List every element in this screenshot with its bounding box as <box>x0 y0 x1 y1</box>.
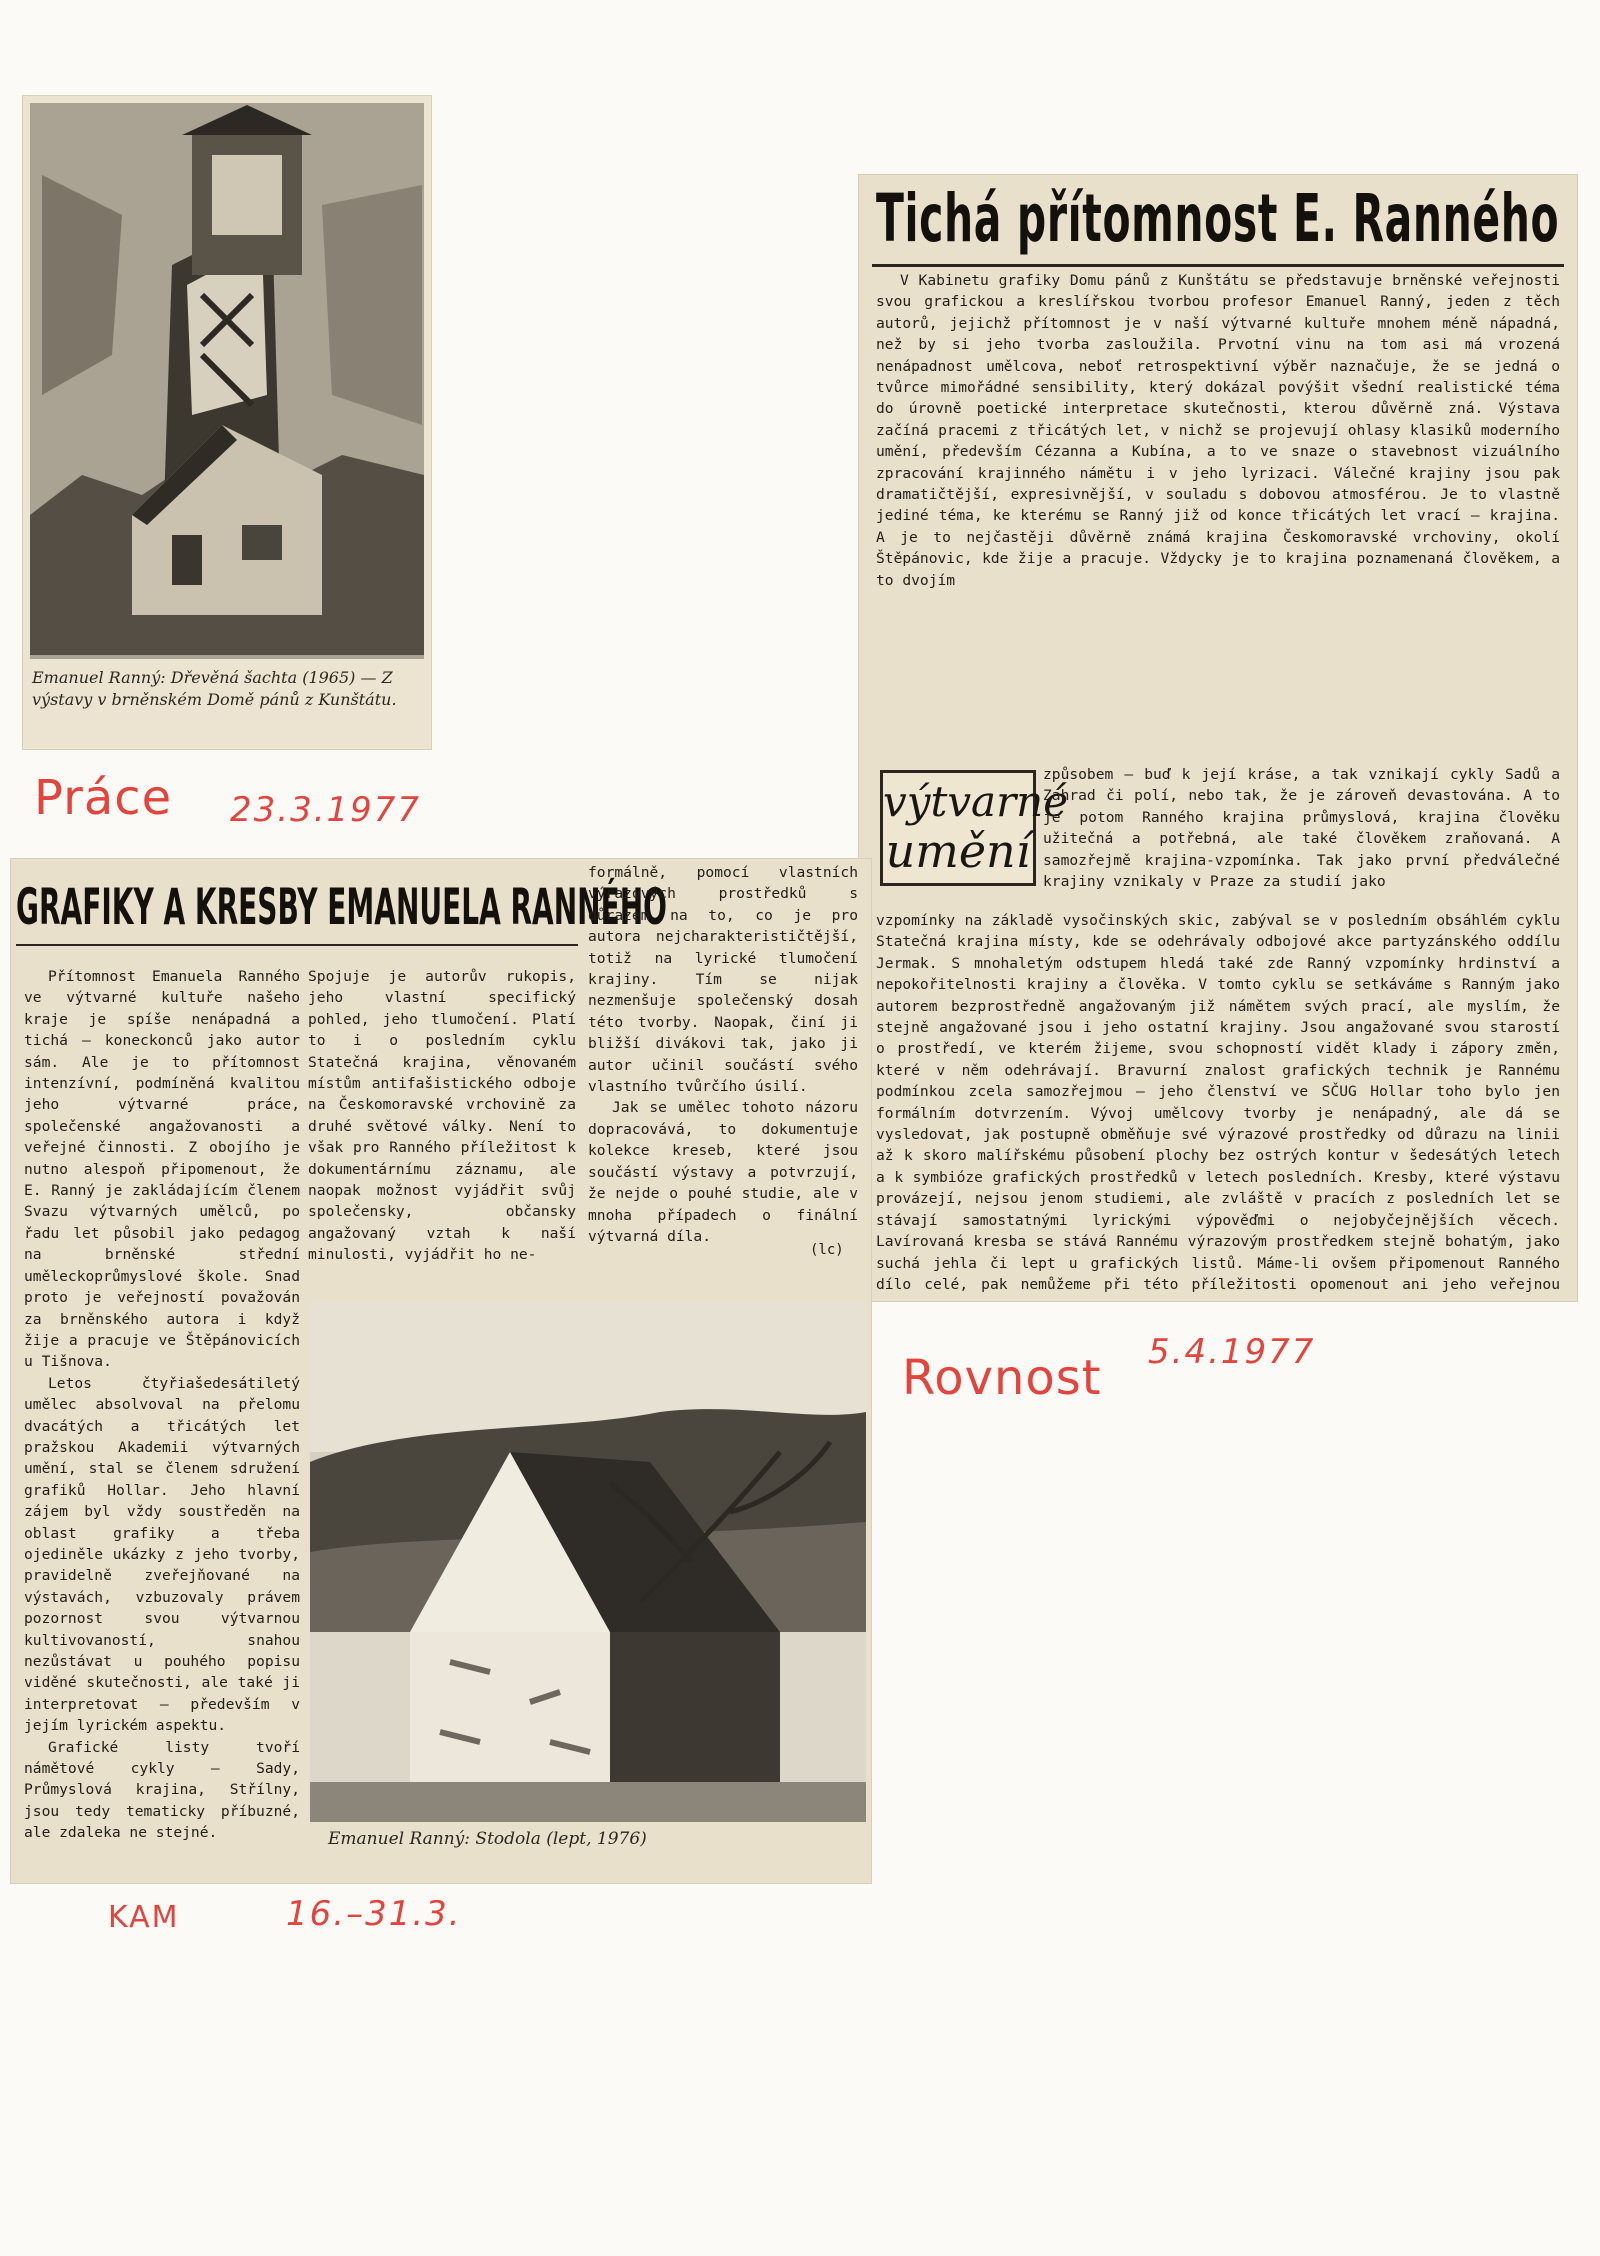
etching-barn <box>310 1302 866 1822</box>
column-1-paragraph-1: Přítomnost Emanuela Ranného ve výtvarné kultuře našeho kraje je spíše nenápadná a tichá — koneckonců jako autor sám. Ale je to přítomnost intenzívní, podmíněná kvalitou jeho výtvarné práce, společenské angažovanosti a veřejné činnosti. Z obojího je nutno alespoň připomenout, že E. Ranný je zakládajícím členem Svazu výtvarných umělců, po řadu let působil jako pedagog na brněnské střední uměleckoprůmyslové škole. Snad proto je veřejností považován za brněnského autora i když žije a pracuje ve Štěpánovicích u Tišnova. <box>24 968 300 1371</box>
badge-line2: umění <box>885 824 1031 878</box>
signature: (lc) <box>810 1242 844 1258</box>
handwritten-date-kam: 16.–31.3. <box>286 1894 462 1934</box>
source-stamp-prace: Práce <box>34 770 173 826</box>
title-rule <box>872 264 1564 267</box>
column-3-paragraph-1: formálně, pomocí vlastních výrazových prostředků s důrazem na to, co je pro autora nejcharakterističtější, totiž na lyrické tlumočení krajiny. Tím se nijak nezmenšuje společenský dosah této tvorby. Naopak, činí ji bližší divákovi tak, jako ji autor učinil součástí svého vlastního tvůrčího úsilí. <box>588 864 858 1096</box>
article-column-3 <box>588 862 858 1266</box>
image-caption: Emanuel Ranný: Dřevěná šachta (1965) — Z výstavy v brněnském Domě pánů z Kunštátu. <box>32 668 397 709</box>
article-column-2 <box>308 966 576 1266</box>
column-1-paragraph-2: Letos čtyřiašedesátiletý umělec absolvoval na přelomu dvacátých a třicátých let pražskou Akademii výtvarných umění, stal se členem sdružení grafiků Hollar. Jeho hlavní zájem byl vždy soustředěn na oblast grafiky a třeba ojediněle ukázky z jeho tvorby, pravidelně zveřejňované na výstavách, vzbuzovaly právem pozornost svou výtvarnou kultivovaností, snahou nezůstávat u pouhého popisu viděné skutečnosti, ale také ji interpretovat — především v jejím lyrickém aspektu. <box>24 1374 300 1735</box>
badge-line1: výtvarné <box>883 777 1069 826</box>
clipping-ticha-pritomnost <box>858 174 1578 1302</box>
source-stamp-rovnost: Rovnost <box>902 1350 1102 1406</box>
clipping-grafiky-a-kresby <box>10 858 872 1884</box>
column-2-paragraph-1: Spojuje je autorův rukopis, jeho vlastní specifický pohled, jeho tlumočení. Platí to i o posledním cyklu Statečná krajina, věnovaném místům antifašistického odboje na Českomoravské vrchovině za druhé světové války. Není to však pro Ranného příležitost k dokumentárnímu záznamu, ale naopak možnost vyjádřit svůj společensky, občansky angažovaný vztah k naší minulosti, vyjádřit ho ne- <box>308 968 576 1264</box>
column-1-paragraph-3: Grafické listy tvoří námětové cykly — Sady, Průmyslová krajina, Střílny, jsou tedy tematicky příbuzné, ale zdaleka ne stejné. <box>24 1738 300 1842</box>
article-body-bottom: vzpomínky na základě vysočinských skic, zabýval se v posledním obsáhlém cyklu Statečná krajina místy, kde se odehrávaly odbojové akce partyzánského oddílu Jermak. S mnohaletým odstupem hledá také zde Ranný vzpomínky hrdinství a nepokořitelnosti krajiny a člověka. V tomto cyklu se setkáváme s Ranným jako autorem bezprostředně angažovaným již námětem svých prací, ale myslím, že stejně angažované jsou i jeho ostatní krajiny. Jsou angažované svou starostí o prostředí, ve kterém žijeme, svou schopností vidět klady i zápory změn, které v něm odehrávají. Bravurní znalost grafických technik je Rannému podmínkou zcela samozřejmou — jeho členství ve SČUG Hollar toho bylo jen formálním dotvrzením. Vývoj umělcovy tvorby je nenápadný, ale dá se vysledovat, jak postupně obměňuje své výrazové prostředky od důrazu na linii až k skoro malířskému působení plochy bez ostrých kontur v šedesátých letech a k symbióze grafických prostředků v letech posledních. Kresby, které výstavu provázejí, nejsou jenom studiemi, ale zvláště v pracích z posledních let se stávají samostatnými lyrickými výpověďmi o nejobyčejnějších věcech. Lavírovaná kresba se stává Rannému výrazovým prostředkem stejně bohatým, jako suchá jehla či lept u grafických listů. Máme-li ovšem připomenout Ranného dílo celé, pak nemůžeme při této příležitosti opomenout ani jeho veřejnou <box>876 912 1560 1293</box>
handwritten-date-prace: 23.3.1977 <box>230 790 422 830</box>
article-title: Tichá přítomnost E. Ranného <box>876 180 1560 257</box>
clipping-mine-shaft <box>22 95 432 750</box>
article-body-side: způsobem — buď k její kráse, a tak vznikají cykly Sadů a Zahrad či polí, nebo tak, že je zároveň devastována. A to je potom Ranného krajina průmyslová, krajina člověku užitečná a potřebná, ale také člověkem zraňovaná. A samozřejmě krajina-vzpomínka. Tak jako první předválečné krajiny vznikaly v Praze za studií jako <box>1043 766 1560 891</box>
article-title: GRAFIKY A KRESBY EMANUELA RANNÉHO <box>16 878 667 936</box>
article-body-top: V Kabinetu grafiky Domu pánů z Kunštátu se představuje brněnské veřejnosti svou grafickou a kreslířskou tvorbou profesor Emanuel Ranný, jeden z těch autorů, jejichž přítomnost je v naší výtvarné kultuře mnohem méně nápadná, než by si jeho tvorba zasloužila. Prvotní vinu na tom asi má vrozená nenápadnost umělcova, neboť retrospektivní výběr naznačuje, že se jedná o tvůrce mimořádné sensibility, který dokázal povýšit všední realistické téma do úrovně poetické interpretace skutečnosti, kterou důvěrně zná. Výstava začíná pracemi z třicátých let, v nichž se projevují ohlasy klasiků moderního umění, především Cézanna a Kubína, a to ve snaze o stavebnost vizuálního zpracování krajinného námětu i v jeho lyrizaci. Válečné krajiny jsou pak dramatičtější, expresivnější, v souladu s dobovou atmosférou. Je to vlastně jediné téma, ke kterému se Ranný již od konce třicátých let vrací — krajina. A je to nejčastěji důvěrně známá krajina Českomoravské vrchoviny, okolí Štěpánovic, kde žije a pracuje. Vždycky je to krajina poznamenaná člověkem, a to dvojím <box>876 272 1560 589</box>
handwritten-source-kam: KAM <box>108 1900 180 1935</box>
article-column-1 <box>24 966 300 1870</box>
image-caption: Emanuel Ranný: Stodola (lept, 1976) <box>328 1829 647 1849</box>
etching-wooden-mine-shaft <box>22 95 432 665</box>
section-badge <box>880 770 1069 886</box>
title-rule <box>16 944 578 946</box>
column-3-paragraph-2: Jak se umělec tohoto názoru dopracovává, to dokumentuje kolekce kreseb, které jsou součástí výstavy a potvrzují, že nejde o pouhé studie, ale v mnoha případech o finální výtvarná díla. <box>588 1099 858 1245</box>
handwritten-date-rovnost: 5.4.1977 <box>1148 1332 1316 1372</box>
